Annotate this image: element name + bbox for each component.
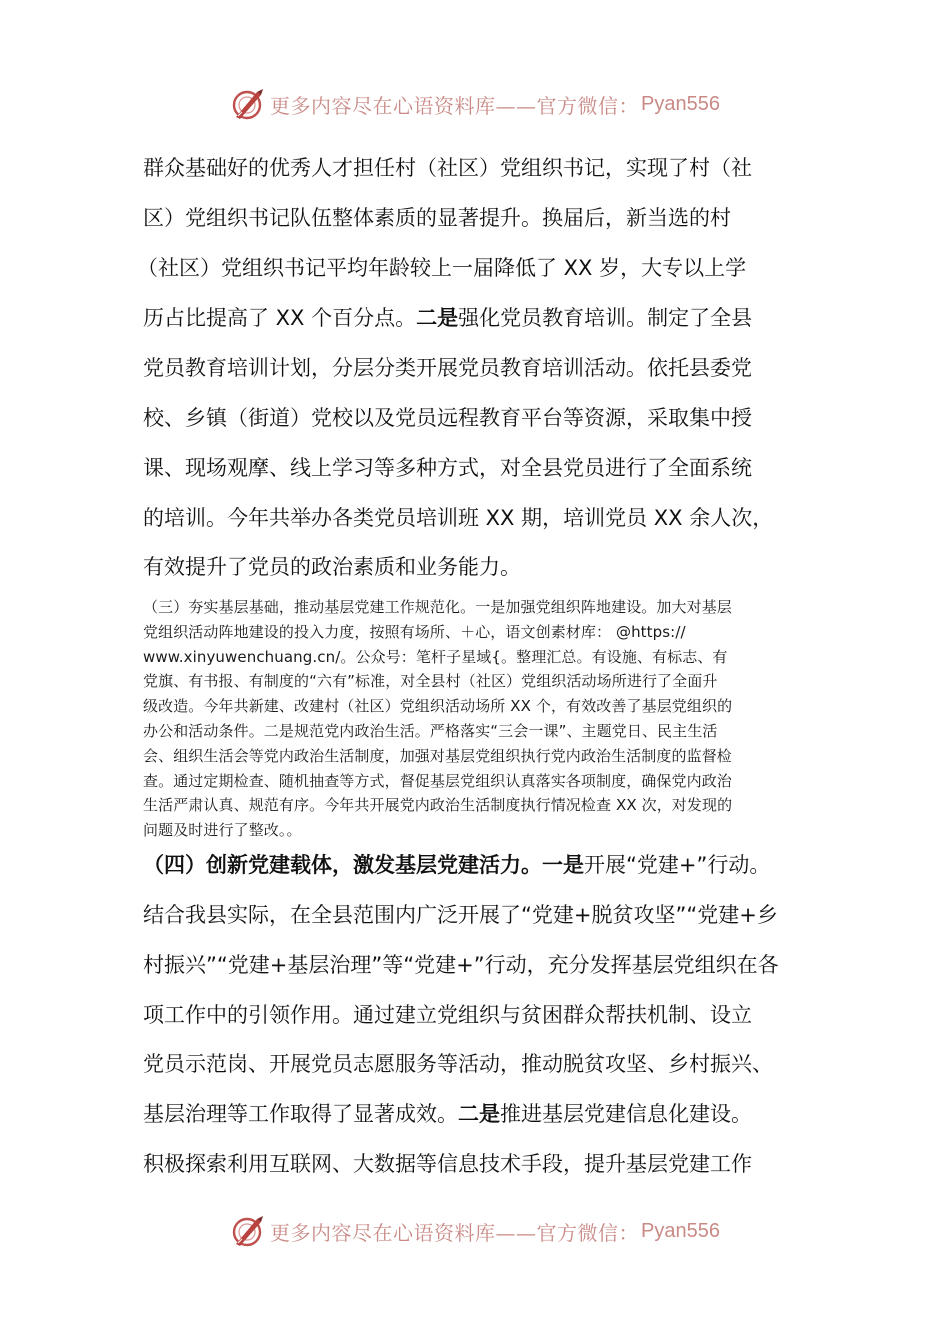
body-line: 党员示范岗、开展党员志愿服务等活动，推动脱贫攻坚、乡村振兴、	[143, 1052, 773, 1076]
body-line-mixed	[143, 1100, 823, 1128]
header-wechat-handle: Pyan556	[641, 92, 720, 115]
quill-logo-icon	[230, 1213, 266, 1249]
small-line: 级改造。今年共新建、改建村（社区）党组织活动场所 XX 个，有效改善了基层党组织的	[143, 697, 733, 716]
section-heading-line	[143, 851, 823, 879]
small-line: （三）夯实基层基础，推动基层党建工作规范化。一是加强党组织阵地建设。加大对基层	[143, 598, 732, 616]
body-line-mixed	[143, 304, 823, 332]
body-text: 基层治理等工作取得了显著成效。	[143, 1102, 458, 1126]
header-watermark-text: 更多内容尽在心语资料库——官方微信：	[270, 93, 640, 118]
body-line: 的培训。今年共举办各类党员培训班 XX 期，培训党员 XX 余人次，	[143, 506, 774, 530]
body-line: 党员教育培训计划，分层分类开展党员教育培训活动。依托县委党	[143, 356, 752, 380]
body-line: 区）党组织书记队伍整体素质的显著提升。换届后，新当选的村	[143, 206, 731, 230]
body-text: 历占比提高了 XX 个百分点。	[143, 306, 417, 330]
small-line: 查。通过定期检查、随机抽查等方式，督促基层党组织认真落实各项制度，确保党内政治	[143, 771, 732, 790]
footer-wechat-handle: Pyan556	[641, 1219, 720, 1242]
body-text: 开展“党建+”行动。	[584, 853, 771, 877]
body-line: 群众基础好的优秀人才担任村（社区）党组织书记，实现了村（社	[143, 156, 752, 180]
body-line: 课、现场观摩、线上学习等多种方式，对全县党员进行了全面系统	[143, 456, 752, 480]
bold-marker-second: 二是	[458, 1102, 500, 1126]
body-line: 村振兴”“党建+基层治理”等“党建+”行动，充分发挥基层党组织在各	[143, 953, 779, 977]
body-line: 项工作中的引领作用。通过建立党组织与贫困群众帮扶机制、设立	[143, 1003, 752, 1027]
bold-marker-first: 一是	[542, 853, 584, 877]
small-line: 党旗、有书报、有制度的“六有”标准，对全县村（社区）党组织活动场所进行了全面升	[143, 672, 718, 691]
body-line: （社区）党组织书记平均年龄较上一届降低了 XX 岁，大专以上学	[137, 256, 747, 280]
body-line: 积极探索利用互联网、大数据等信息技术手段，提升基层党建工作	[143, 1152, 752, 1176]
small-line: www.xinyuwenchuang.cn/。公众号：笔杆子星域{。整理汇总。有设施、有标志、有	[143, 647, 728, 666]
body-line: 有效提升了党员的政治素质和业务能力。	[143, 555, 521, 579]
small-line: 问题及时进行了整改。。	[143, 821, 302, 840]
header-watermark-banner	[0, 84, 950, 124]
footer-watermark-banner	[0, 1211, 950, 1251]
small-line: 会、组织生活会等党内政治生活制度，加强对基层党组织执行党内政治生活制度的监督检	[143, 746, 732, 765]
body-text: 强化党员教育培训。制定了全县	[458, 306, 753, 330]
body-line: 结合我县实际，在全县范围内广泛开展了“党建+脱贫攻坚”“党建+乡	[143, 903, 778, 927]
body-text: 推进基层党建信息化建设。	[500, 1102, 752, 1126]
small-line: 生活严肃认真、规范有序。今年共开展党内政治生活制度执行情况检查 XX 次，对发现的	[143, 796, 733, 815]
section-heading: （四）创新党建载体，激发基层党建活力。	[143, 853, 542, 877]
small-paragraph	[143, 595, 808, 843]
small-line: 办公和活动条件。二是规范党内政治生活。严格落实“三会一课”、主题党日、民主生活	[143, 721, 718, 740]
body-line: 校、乡镇（街道）党校以及党员远程教育平台等资源，采取集中授	[143, 406, 752, 430]
footer-watermark-text: 更多内容尽在心语资料库——官方微信：	[270, 1220, 640, 1245]
small-line: 党组织活动阵地建设的投入力度，按照有场所、＋心，语文创素材库： @https://	[143, 622, 686, 641]
bold-marker-second: 二是	[416, 306, 459, 330]
quill-logo-icon	[230, 86, 266, 122]
